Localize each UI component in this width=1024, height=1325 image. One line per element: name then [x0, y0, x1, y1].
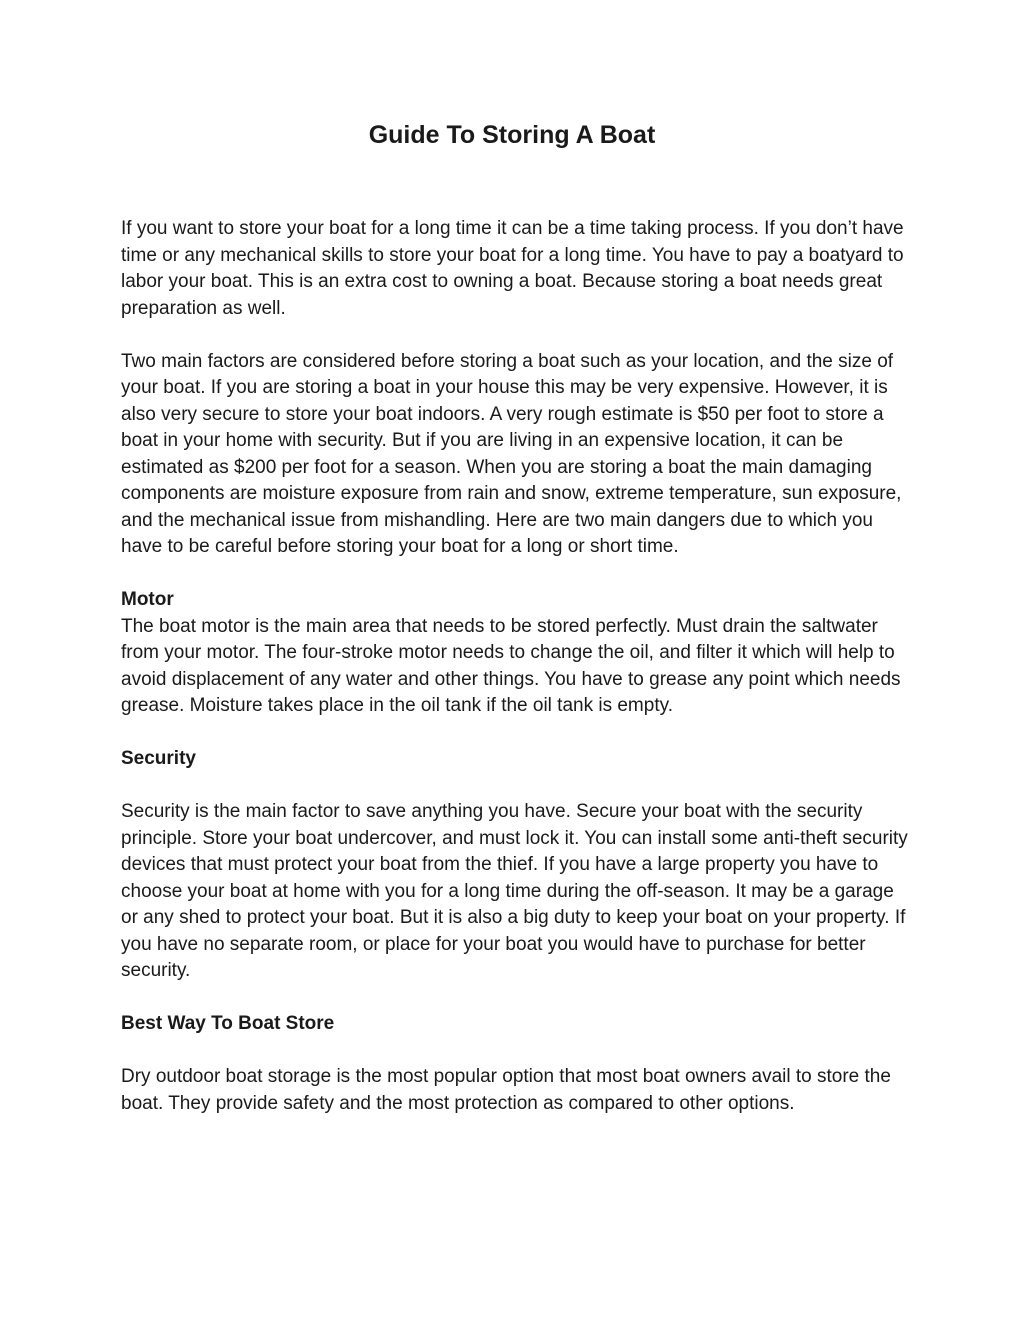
- document-title: Guide To Storing A Boat: [368, 121, 656, 149]
- document-body: [121, 216, 911, 1117]
- section-heading-best-way: Best Way To Boat Store: [121, 1013, 335, 1034]
- section-body-motor: The boat motor is the main area that needs to be stored perfectly. Must drain the saltwater from your motor. The four-stroke motor needs to change the oil, and filter it which will help to avoid displacement of any water and other things. You have to grease any point which needs grease. Moisture takes place in the oil tank if the oil tank is empty.: [121, 615, 901, 716]
- section-body-best-way: Dry outdoor boat storage is the most popular option that most boat owners avail to store the boat. They provide safety and the most protection as compared to other options.: [121, 1066, 891, 1114]
- section-heading-security: Security: [121, 748, 196, 769]
- section-heading-motor: Motor: [121, 589, 174, 610]
- section-body-security: Security is the main factor to save anything you have. Secure your boat with the security principle. Store your boat undercover, and must lock it. You can install some anti-theft security devices that must protect your boat from the thief. If you have a large property you have to choose your boat at home with you for a long time during the off-season. It may be a garage or any shed to protect your boat. But it is also a big duty to keep your boat on your property. If you have no separate room, or place for your boat you would have to purchase for better security.: [121, 801, 908, 981]
- intro-paragraph-1: If you want to store your boat for a long time it can be a time taking process. If you don’t have time or any mechanical skills to store your boat for a long time. You have to pay a boatyard to labor your boat. This is an extra cost to owning a boat. Because storing a boat needs great preparation as well.: [121, 218, 904, 319]
- intro-paragraph-2: Two main factors are considered before storing a boat such as your location, and the size of your boat. If you are storing a boat in your house this may be very expensive. However, it is also very secure to store your boat indoors. A very rough estimate is $50 per foot to store a boat in your home with security. But if you are living in an expensive location, it can be estimated as $200 per foot for a season. When you are storing a boat the main damaging components are moisture exposure from rain and snow, extreme temperature, sun exposure, and the mechanical issue from mishandling. Here are two main dangers due to which you have to be careful before storing your boat for a long or short time.: [121, 350, 902, 557]
